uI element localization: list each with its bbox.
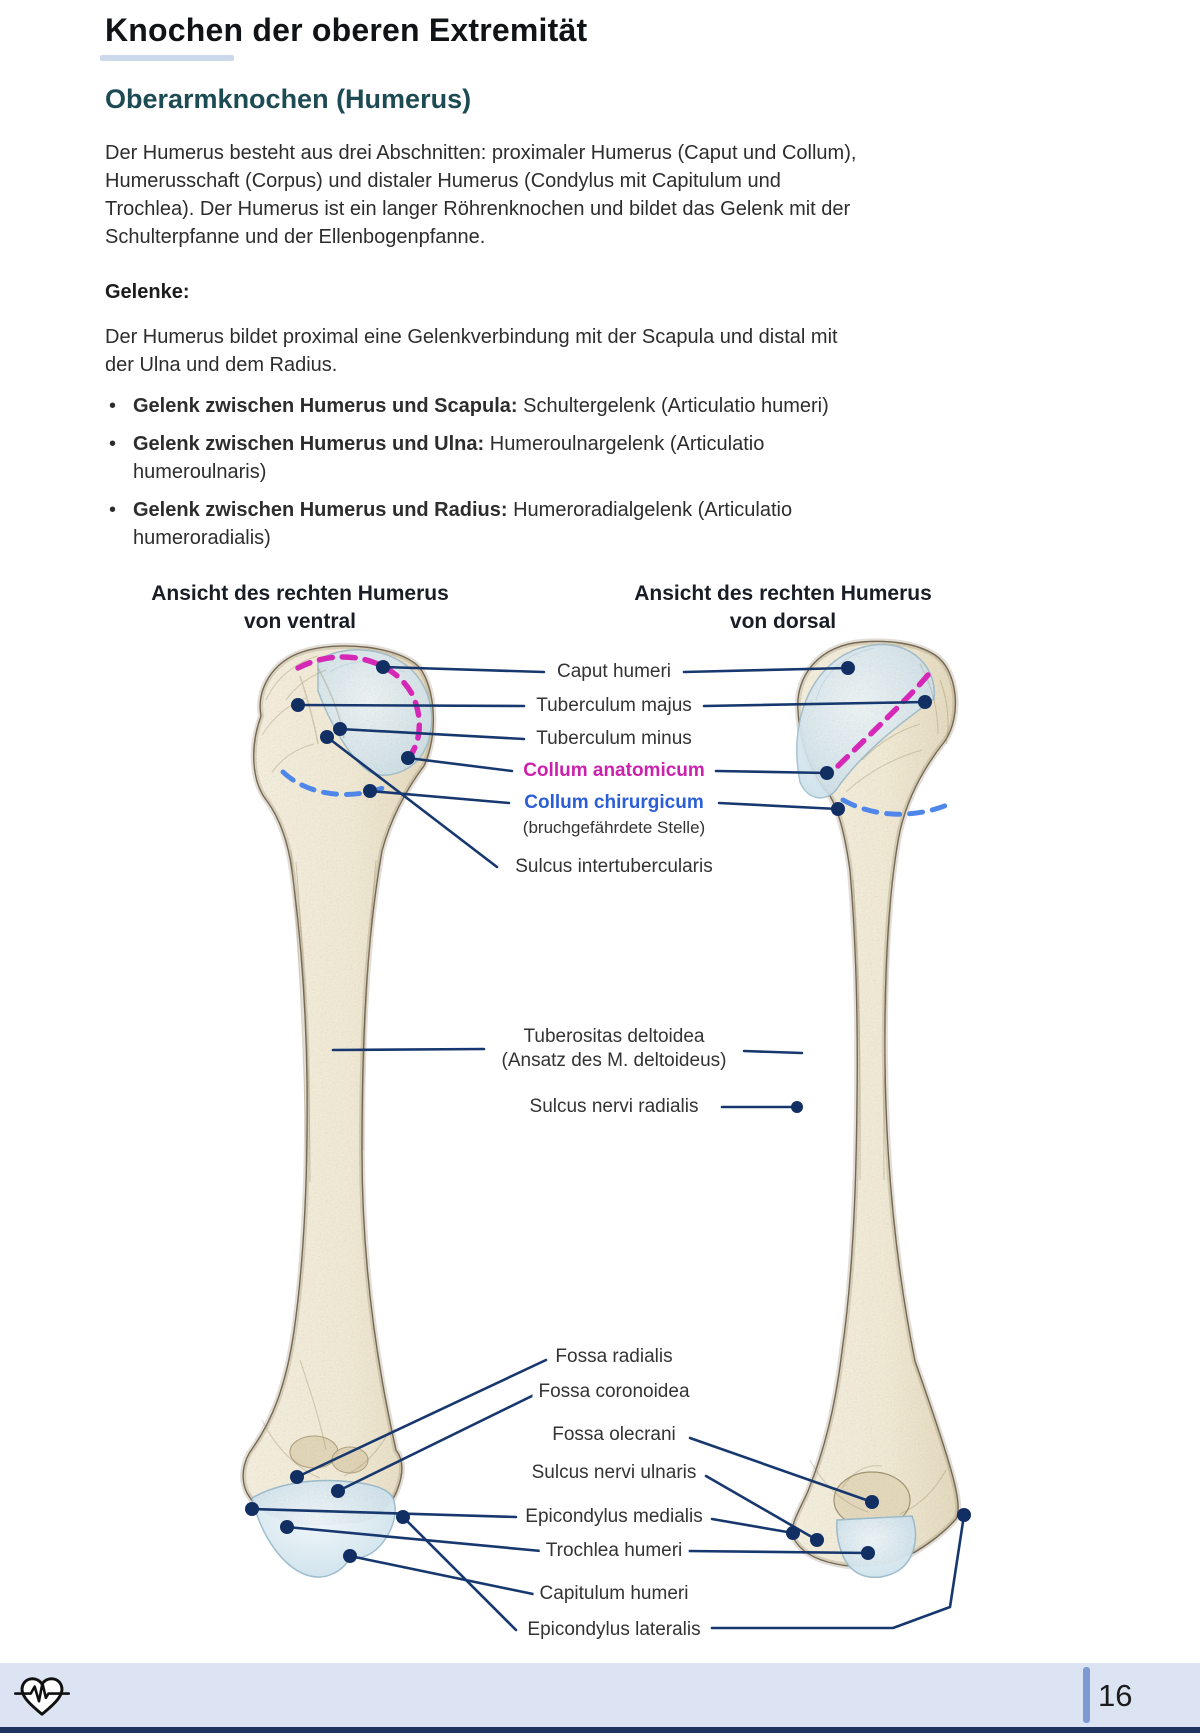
diagram-label-sulcus-intertubercularis: Sulcus intertubercularis bbox=[509, 855, 718, 879]
intro-line: Der Humerus besteht aus drei Abschnitten: proximaler Humerus (Caput und Collum), bbox=[105, 142, 857, 164]
diagram-label-epicondylus-medialis: Epicondylus medialis bbox=[519, 1505, 708, 1529]
page-number: 16 bbox=[1098, 1678, 1133, 1713]
bullet-icon: • bbox=[109, 433, 117, 455]
intro-line: Humerusschaft (Corpus) und distaler Humerus (Condylus mit Capitulum und bbox=[105, 170, 781, 192]
diagram-label-collum-anatomicum: Collum anatomicum bbox=[517, 759, 711, 783]
list-item: • Gelenk zwischen Humerus und Radius: Humeroradialgelenk (Articulatio humeroradialis) bbox=[105, 496, 829, 552]
joints-heading: Gelenke: bbox=[105, 281, 190, 303]
section-heading: Oberarmknochen (Humerus) bbox=[105, 84, 472, 114]
intro-line: Trochlea). Der Humerus ist ein langer Röhrenknochen und bildet das Gelenk mit der bbox=[105, 198, 851, 220]
list-item: • Gelenk zwischen Humerus und Scapula: Schultergelenk (Articulatio humeri) bbox=[105, 392, 829, 420]
left-bone-illustration bbox=[230, 630, 433, 1577]
diagram-label-tuberculum-minus: Tuberculum minus bbox=[530, 727, 698, 751]
left-view-title: Ansicht des rechten Humerus von ventral bbox=[151, 582, 449, 633]
diagram-label-sulcus-nervi-radialis: Sulcus nervi radialis bbox=[524, 1095, 705, 1119]
diagram-label-sulcus-nervi-ulnaris: Sulcus nervi ulnaris bbox=[526, 1461, 703, 1485]
diagram-label-caput-humeri: Caput humeri bbox=[551, 660, 677, 684]
footer-strip bbox=[0, 1727, 1200, 1733]
diagram-label-collum-chirurgicum: Collum chirurgicum bbox=[518, 791, 709, 815]
page-number-bar bbox=[1083, 1667, 1090, 1723]
diagram-label-tuberculum-majus: Tuberculum majus bbox=[530, 694, 698, 718]
diagram-label-fossa-coronoidea: Fossa coronoidea bbox=[532, 1380, 695, 1404]
diagram-label-tuberositas-deltoidea: Tuberositas deltoidea (Ansatz des M. deltoideus) bbox=[496, 1024, 733, 1074]
diagram-label-collum-chirurgicum-note: (bruchgefährdete Stelle) bbox=[517, 817, 711, 839]
heart-pulse-icon bbox=[14, 1672, 70, 1722]
right-view-title: Ansicht des rechten Humerus von dorsal bbox=[634, 582, 932, 633]
diagram-label-fossa-olecrani: Fossa olecrani bbox=[546, 1423, 682, 1447]
joints-line: Der Humerus bildet proximal eine Gelenkverbindung mit der Scapula und distal mit bbox=[105, 326, 838, 348]
diagram-label-capitulum-humeri: Capitulum humeri bbox=[534, 1582, 695, 1606]
intro-line: Schulterpfanne und der Ellenbogenpfanne. bbox=[105, 226, 486, 248]
footer-band bbox=[0, 1663, 1200, 1727]
bullet-icon: • bbox=[109, 499, 117, 521]
diagram-label-fossa-radialis: Fossa radialis bbox=[549, 1345, 678, 1369]
diagram-label-trochlea-humeri: Trochlea humeri bbox=[540, 1539, 689, 1563]
bullet-icon: • bbox=[109, 395, 117, 417]
page-title: Knochen der oberen Extremität bbox=[105, 12, 588, 48]
list-item: • Gelenk zwischen Humerus und Ulna: Humeroulnargelenk (Articulatio humeroulnaris) bbox=[105, 430, 829, 486]
joints-line: der Ulna und dem Radius. bbox=[105, 354, 338, 376]
diagram-label-epicondylus-lateralis: Epicondylus lateralis bbox=[521, 1618, 706, 1642]
